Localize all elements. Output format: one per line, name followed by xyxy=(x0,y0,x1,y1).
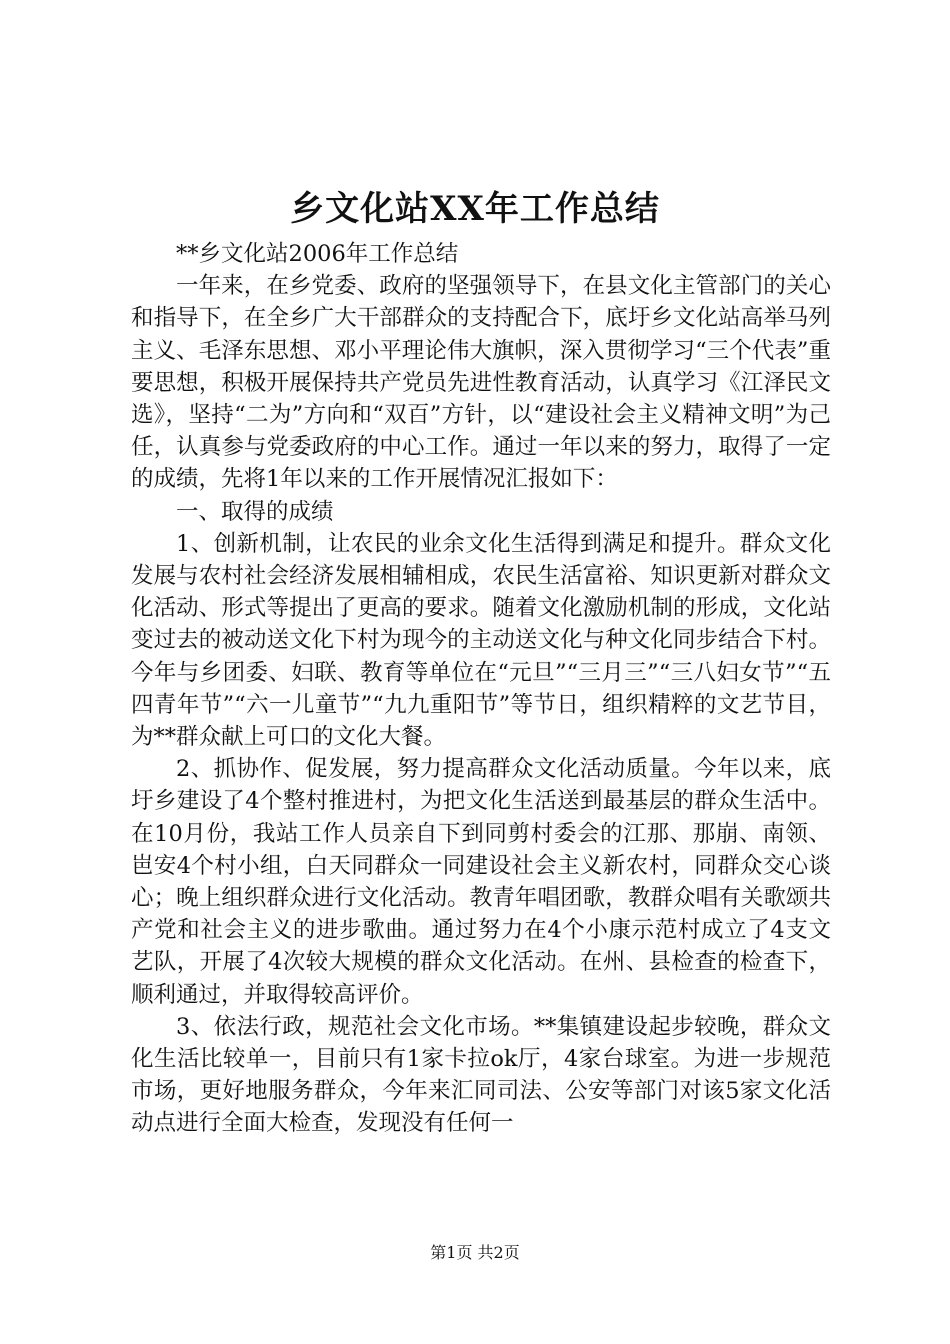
paragraph-item-2: 2、抓协作、促发展，努力提高群众文化活动质量。今年以来，底圩乡建设了4个整村推进村，为把文化生活送到最基层的群众生活中。在10月份，我站工作人员亲自下到同剪村委会的江那、那崩、南领、岜安4个村小组，白天同群众一同建设社会主义新农村，同群众交心谈心；晚上组织群众进行文化活动。教青年唱团歌，教群众唱有关歌颂共产党和社会主义的进步歌曲。通过努力在4个小康示范村成立了4支文艺队，开展了4次较大规模的群众文化活动。在州、县检查的检查下，顺利通过，并取得较高评价。 xyxy=(131,756,831,1008)
section-heading: 一、取得的成绩 xyxy=(176,498,334,525)
paragraph-item-3: 3、依法行政，规范社会文化市场。**集镇建设起步较晚，群众文化生活比较单一，目前只有1家卡拉ok厅，4家台球室。为进一步规范市场，更好地服务群众，今年来汇同司法、公安等部门对该5家文化活动点进行全面大检查，发现没有任何一 xyxy=(131,1013,831,1137)
document-body xyxy=(131,238,831,1140)
paragraph-item-1: 1、创新机制，让农民的业余文化生活得到满足和提升。群众文化发展与农村社会经济发展相辅相成，农民生活富裕、知识更新对群众文化活动、形式等提出了更高的要求。随着文化激励机制的形成，文化站变过去的被动送文化下村为现今的主动送文化与种文化同步结合下村。今年与乡团委、妇联、教育等单位在“元旦”“三月三”“三八妇女节”“五四青年节”“六一儿童节”“九九重阳节”等节日，组织精粹的文艺节目，为**群众献上可口的文化大餐。 xyxy=(131,530,831,751)
page-footer: 第1页 共2页 xyxy=(430,1243,520,1262)
paragraph-intro: 一年来，在乡党委、政府的坚强领导下，在县文化主管部门的关心和指导下，在全乡广大干部群众的支持配合下，底圩乡文化站高举马列主义、毛泽东思想、邓小平理论伟大旗帜，深入贯彻学习“三个代表”重要思想，积极开展保持共产党员先进性教育活动，认真学习《江泽民文选》，坚持“二为”方向和“双百”方针，以“建设社会主义精神文明”为己任，认真参与党委政府的中心工作。通过一年以来的努力，取得了一定的成绩，先将1年以来的工作开展情况汇报如下： xyxy=(131,273,831,493)
paragraph-subtitle: **乡文化站2006年工作总结 xyxy=(176,241,459,267)
document-title: 乡文化站XX年工作总结 xyxy=(290,189,660,229)
